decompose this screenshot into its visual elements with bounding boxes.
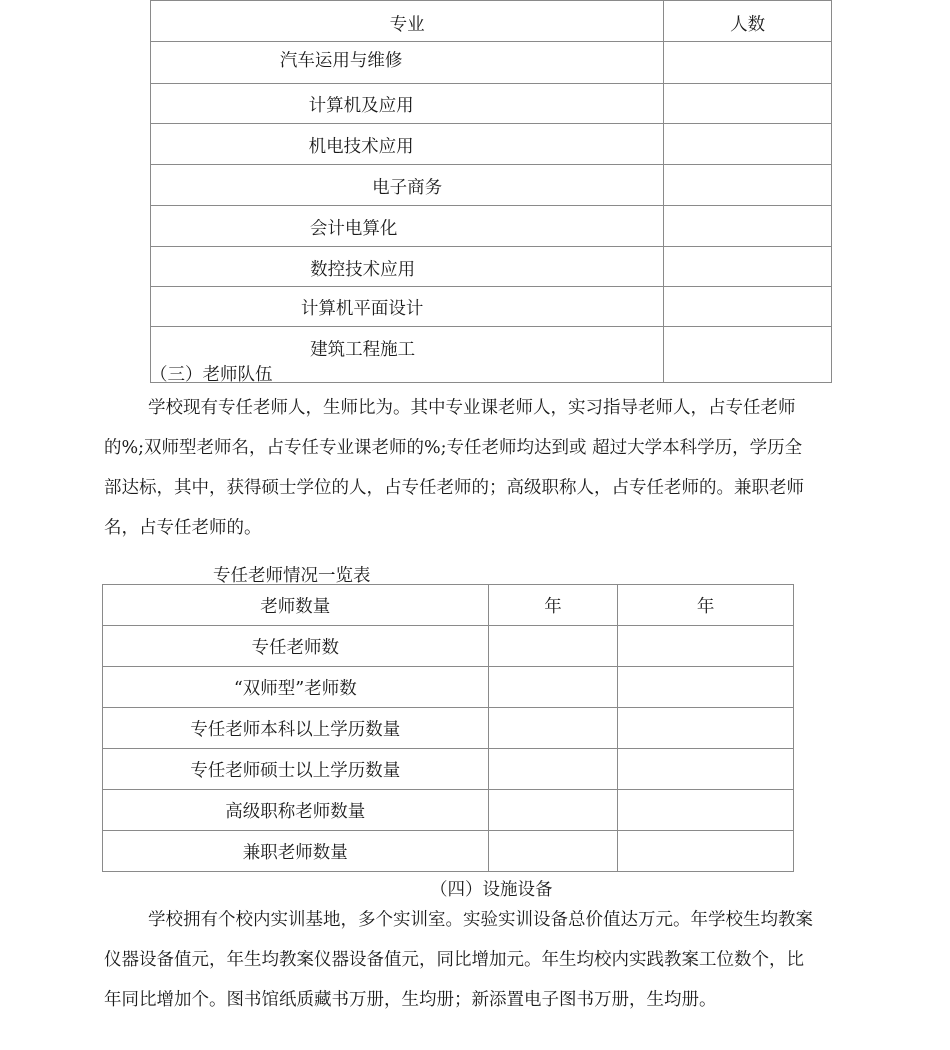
value-cell [488, 790, 618, 831]
value-cell [618, 667, 794, 708]
major-name: 数控技术应用 [310, 260, 416, 280]
count-cell [664, 327, 832, 383]
row-label: 专任老师数 [103, 626, 489, 667]
teacher-table-caption: 专任老师情况一览表 [213, 566, 371, 586]
table-row [151, 165, 832, 206]
value-cell [488, 626, 618, 667]
section4-paragraph [104, 900, 874, 1020]
header-year-2: 年 [618, 585, 794, 626]
section3-heading: （三）老师队伍 [150, 365, 273, 385]
paragraph-line: 年同比增加个。图书馆纸质藏书万册，生均册；新添置电子图书万册，生均册。 [104, 990, 717, 1010]
major-cell [151, 165, 664, 206]
section3-paragraph [104, 388, 874, 548]
row-label: 专任老师本科以上学历数量 [103, 708, 489, 749]
header-teacher-count: 老师数量 [103, 585, 489, 626]
table-row [103, 831, 794, 872]
major-cell [151, 42, 664, 84]
teacher-table [102, 584, 794, 872]
section4-heading: （四）设施设备 [430, 880, 553, 900]
table-row [103, 708, 794, 749]
count-cell [664, 287, 832, 327]
table-row [103, 667, 794, 708]
header-major [151, 1, 664, 42]
major-name: 汽车运用与维修 [279, 51, 403, 71]
table-row [151, 124, 832, 165]
count-cell [664, 84, 832, 124]
major-name: 电子商务 [372, 178, 443, 198]
value-cell [488, 708, 618, 749]
major-cell [151, 124, 664, 165]
count-cell [664, 206, 832, 247]
table-header-row [151, 1, 832, 42]
major-name: 计算机及应用 [308, 96, 414, 116]
row-label: 兼职老师数量 [103, 831, 489, 872]
major-name: 会计电算化 [309, 219, 398, 239]
header-year-1: 年 [488, 585, 618, 626]
major-name: 机电技术应用 [308, 137, 414, 157]
header-count [664, 1, 832, 42]
major-name: 计算机平面设计 [300, 299, 424, 319]
paragraph-line: 名，占专任老师的。 [104, 518, 262, 538]
table-row [151, 287, 832, 327]
row-label: 专任老师硕士以上学历数量 [103, 749, 489, 790]
count-cell [664, 247, 832, 287]
header-count-label: 人数 [730, 15, 766, 35]
count-cell [664, 124, 832, 165]
paragraph-line: 部达标，其中，获得硕士学位的人，占专任老师的；高级职称人，占专任老师的。兼职老师 [104, 478, 804, 498]
paragraph-line: 仪器设备值元，年生均教案仪器设备值元，同比增加元。年生均校内实践教案工位数个，比 [104, 950, 804, 970]
paragraph-line: 学校现有专任老师人，生师比为。其中专业课老师人，实习指导老师人，占专任老师 [148, 398, 796, 418]
table-row [151, 206, 832, 247]
table-row [103, 626, 794, 667]
major-cell [151, 247, 664, 287]
table-header-row [103, 585, 794, 626]
major-cell [151, 206, 664, 247]
table-row [151, 247, 832, 287]
value-cell [618, 626, 794, 667]
paragraph-line: 学校拥有个校内实训基地，多个实训室。实验实训设备总价值达万元。年学校生均教案 [148, 910, 813, 930]
value-cell [618, 790, 794, 831]
major-name: 建筑工程施工 [310, 340, 416, 360]
header-major-label: 专业 [389, 15, 425, 35]
table-row [103, 790, 794, 831]
table-row [103, 749, 794, 790]
majors-table [150, 0, 832, 383]
row-label: “双师型”老师数 [103, 667, 489, 708]
major-cell [151, 287, 664, 327]
major-cell [151, 84, 664, 124]
value-cell [488, 831, 618, 872]
row-label: 高级职称老师数量 [103, 790, 489, 831]
count-cell [664, 42, 832, 84]
value-cell [488, 667, 618, 708]
value-cell [488, 749, 618, 790]
table-row [151, 84, 832, 124]
count-cell [664, 165, 832, 206]
value-cell [618, 749, 794, 790]
paragraph-line: 的%;双师型老师名，占专任专业课老师的%;专任老师均达到或 超过大学本科学历，学历全 [104, 438, 803, 458]
value-cell [618, 708, 794, 749]
table-row [151, 42, 832, 84]
value-cell [618, 831, 794, 872]
